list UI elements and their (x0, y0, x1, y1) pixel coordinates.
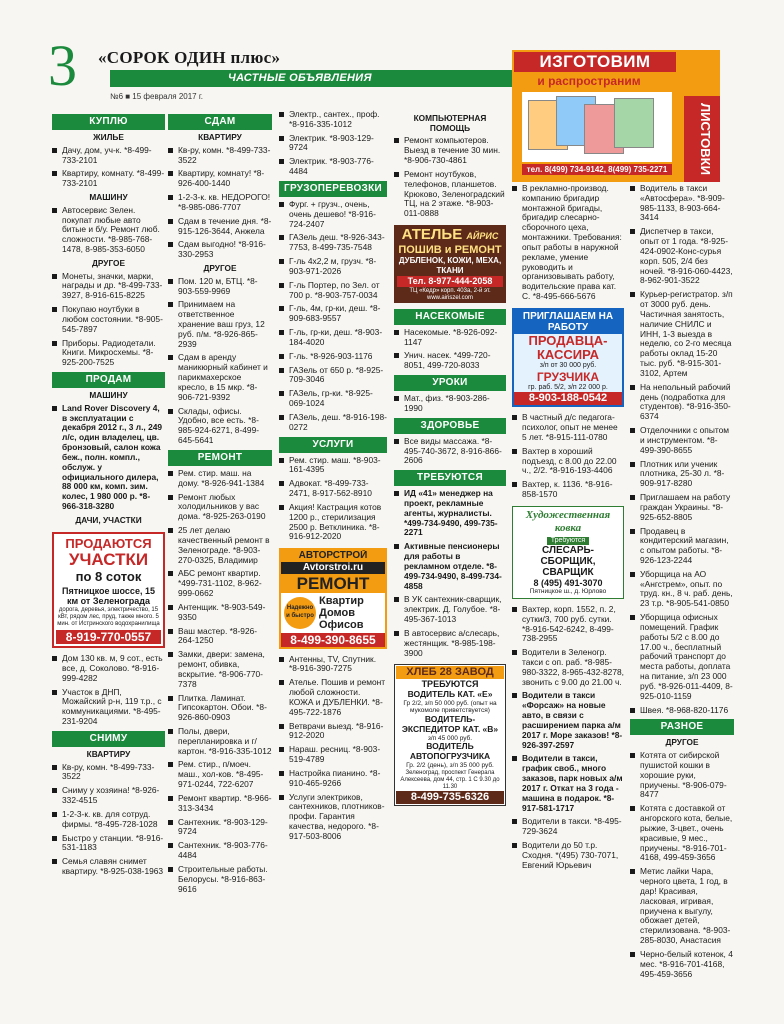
ad-item: Пом. 120 м, БТЦ. *8-903-559-9969 (168, 277, 272, 297)
ad-item: Дачу, дом, уч-к. *8-499-733-2101 (52, 146, 165, 166)
ad-item: Вахтер, корп. 1552, п. 2, сутки/3, 700 руб. сутки. *8-916-542-6242, 8-499-738-2955 (512, 605, 624, 644)
ad-item: Водители в такси. *8-495-729-3624 (512, 817, 624, 837)
forging-hiring: Требуются (547, 537, 589, 545)
ad-item: Антенны, TV, Спутник. *8-916-390-7275 (279, 655, 387, 675)
cashier-invite: ПРИГЛАШАЕМ НА РАБОТУ (514, 310, 622, 334)
bread-job-3: ВОДИТЕЛЬ АВТОПОГРУЗЧИКА (409, 741, 491, 762)
avtorstroi-badge: Надежно и быстро (284, 597, 316, 629)
ad-item: Услуги электриков, сантехников, плотников-профи. Гарантия качества, недорого. *8-917-503-8006 (279, 793, 387, 842)
ad-item: Квартиру, комнату. *8-499-733-2101 (52, 169, 165, 189)
cashier-salary: з/п от 30 000 руб. (539, 361, 597, 369)
ad-item: Сдам в течение дня. *8-915-126-3644, Анжела (168, 217, 272, 237)
ad-item: ГАЗель, гр-ки. *8-925-069-1024 (279, 389, 387, 409)
ad-item: Нараш. ресниц. *8-903-519-4789 (279, 745, 387, 765)
ad-item: Вахтер, к. 1136. *8-916-858-1570 (512, 480, 624, 500)
ad-item: Метис лайки Чара, черного цвета, 1 год, в дар! Красивая, ласковая, игривая, приучена к выгулу, обожает детей, стерилизована. *8-903-285-8030, Анастасия (630, 867, 734, 946)
column-3 (279, 110, 387, 846)
bread-job-1-terms: Гр 2/2, з/п 50 000 руб. (опыт на мукомоле приветствуется) (403, 699, 497, 715)
heading-raznoe: РАЗНОЕ (630, 719, 734, 735)
column-6 (630, 184, 734, 983)
ad-item: Сниму у хозяина! *8-926-332-4515 (52, 786, 165, 806)
leaflets-subtitle: и распространим (537, 74, 641, 88)
ad-item: Ветврачи выезд. *8-916-912-2020 (279, 722, 387, 742)
atelier-address: ТЦ «Кедр» корп. 403а, 2-й эт. www.airiszel.com (409, 287, 491, 301)
ad-item: Рем. стир. маш. *8-903-161-4395 (279, 456, 387, 476)
ad-item: Котята от сибирской пушистой кошки в хорошие руки, приучены. *8-906-079-8477 (630, 751, 734, 800)
ad-item: Ателье. Пошив и ремонт любой сложности. КОЖА и ДУБЛЕНКИ. *8-495-722-1876 (279, 678, 387, 717)
cashier-phone: 8-903-188-0542 (514, 392, 622, 405)
ad-item: Вахтер в хороший подъезд, с 8.00 до 22.00 ч., 2/2. *8-916-193-4406 (512, 447, 624, 476)
bread-job-2-terms: з/п 45 000 руб. (427, 734, 473, 742)
ad-item: Настройка пианино. *8-910-465-9266 (279, 769, 387, 789)
subheading-dachi: ДАЧИ, УЧАСТКИ (75, 514, 142, 525)
column-4 (394, 110, 506, 812)
ad-item: Замки, двери: замена, ремонт, обивка, вскрытие. *8-906-770-7378 (168, 650, 272, 689)
heading-prodam: ПРОДАМ (52, 372, 165, 388)
bread-job-2: ВОДИТЕЛЬ-ЭКСПЕДИТОР КАТ. «В» (401, 713, 499, 734)
atelier-phone: Тел. 8-977-444-2058 (397, 276, 503, 287)
ad-item: Диспетчер в такси, опыт от 1 года. *8-925-424-0902-Конс-сурья корп. 505, 2/4 без ночей. *8-916-060-4423, 8-962-901-3522 (630, 227, 734, 286)
avtorstroi-services: Квартир Домов Офисов (319, 594, 364, 631)
ad-item: Приборы. Радиодетали. Книги. Микросхемы. *8-925-200-7525 (52, 339, 165, 368)
ad-leaflets-banner (512, 50, 720, 182)
ad-item: В УК сантехник-сварщик, электрик. Д. Голубое. *8-495-367-1013 (394, 595, 506, 624)
ad-item: Активные пенсионеры для работы в рекламном отделе. *8-499-734-9490, 8-499-734-4858 (394, 542, 506, 591)
heading-remont: РЕМОНТ (168, 450, 272, 466)
column-1 (52, 110, 165, 881)
plots-details: дорога, деревья, электричество, 15 кВт, рядом лес, пруд, также много. 5 мин. от Истринского водохранилища (57, 606, 160, 627)
ad-item: Водители в Зеленогр. такси с оп. раб. *8-985-980-3322, 8-965-432-8278, звонить с 9.00 до 21.00 ч. (512, 648, 624, 687)
ad-item: Быстро у станции. *8-916-531-1183 (52, 834, 165, 854)
ad-item: Сантехник. *8-903-776-4484 (168, 841, 272, 861)
forging-job-1: СЛЕСАРЬ-СБОРЩИК, (540, 544, 596, 567)
ad-item: Сантехник. *8-903-129-9724 (168, 818, 272, 838)
ad-item: Склады, офисы. Удобно, все есть. *8-985-924-6271, 8-499-645-5641 (168, 407, 272, 446)
heading-snimu: СНИМУ (52, 731, 165, 747)
leaflets-vertical-label: ЛИСТОВКИ (684, 96, 720, 182)
avtorstroi-remont: РЕМОНТ (281, 574, 385, 593)
heading-uslugi: УСЛУГИ (279, 437, 387, 453)
heading-zdorovye: ЗДОРОВЬЕ (394, 418, 506, 434)
ad-item: Сдам выгодно! *8-916-330-2953 (168, 240, 272, 260)
ad-item: Водитель в такси «Автосфера». *8-909-985-1133, 8-903-664-3414 (630, 184, 734, 223)
atelier-materials: ДУБЛЕНОК, КОЖИ, МЕХА, ТКАНИ (398, 256, 502, 275)
ad-item: Покупаю ноутбуки в любом состоянии. *8-905-545-7897 (52, 305, 165, 334)
ad-item: Квартиру, комнату! *8-926-400-1440 (168, 169, 272, 189)
ad-item: Электр., сантех., проф. *8-916-335-1012 (279, 110, 387, 130)
paper-title: «СОРОК ОДИН плюс» (98, 48, 281, 67)
subheading-kvartiru: КВАРТИРУ (86, 748, 131, 759)
ad-item: Рем. стир., п/моеч. маш., хол-ков. *8-495-971-0244, 722-6207 (168, 760, 272, 789)
heading-sdam: СДАМ (168, 114, 272, 130)
ad-item: Принимаем на ответственное хранение ваш груз, 12 руб. п/м. *8-926-865-2939 (168, 300, 272, 349)
ad-item: ИД «41» менеджер на проект, рекламные агенты, журналисты. *499-734-9490, 499-735-2271 (394, 489, 506, 538)
ad-item: В рекламно-производ. компанию бригадир монтажной бригады, бригадир слесарно-сборочного цеха, монтажники. Требования: опыт работы в наружной рекламе, умение руководить и организовывать работу, водительские права кат. С. *8-495-666-5676 (512, 184, 624, 302)
ad-item: Г-ль, 4м, гр-ки, деш. *8-909-683-9557 (279, 304, 387, 324)
heading-nasekomye: НАСЕКОМЫЕ (394, 309, 506, 325)
ad-item: Ремонт ноутбуков, телефонов, планшетов. Крюково, Зеленоградский ТЦ, на 2 этаже. *8-903-011-0888 (394, 170, 506, 219)
ad-item: Антенщик. *8-903-549-9350 (168, 603, 272, 623)
ad-item: 1-2-3-к. кв. для сотруд. фирмы. *8-495-728-1028 (52, 810, 165, 830)
heading-kuplyu: КУПЛЮ (52, 114, 165, 130)
column-5 (512, 184, 624, 875)
ad-item: В частный д/с педагога-психолог, опыт не менее 5 лет. *8-915-111-0780 (512, 413, 624, 442)
subheading-drugoe: ДРУГОЕ (91, 257, 126, 268)
ad-item: Уборщица на АО «Ангстрем», опыт. по труд. кн., 8 ч. раб. день, 23 т.р. *8-905-541-0850 (630, 570, 734, 609)
ad-item: Г-ль, гр-ки, деш. *8-903-184-4020 (279, 328, 387, 348)
ad-item: Кв-ру, комн. *8-499-733-3522 (52, 763, 165, 783)
plots-phone: 8-919-770-0557 (56, 630, 161, 644)
ad-item: Ремонт любых холодильников у вас дома. *8-925-263-0190 (168, 493, 272, 522)
ad-item: Насекомые. *8-926-092-1147 (394, 328, 506, 348)
bread-job-3-terms: Гр. 2/2 (день), з/п 35 000 руб. (406, 762, 494, 770)
avtorstroi-brand: АВТОРСТРОЙ (281, 550, 385, 562)
ad-item: Ремонт квартир. *8-966-313-3434 (168, 794, 272, 814)
ad-item: Приглашаем на работу граждан Украины. *8-925-652-8805 (630, 493, 734, 522)
ad-item: Г-ль Портер, по Зел. от 700 р. *8-903-757-0034 (279, 281, 387, 301)
heading-trebuyutsya: ТРЕБУЮТСЯ (394, 470, 506, 486)
ad-item: Котята с доставкой от ангорского кота, белые, рыжие, 3-цвет., очень красивые, 9 мес., приучены. *8-916-701-4168, 499-459-3656 (630, 804, 734, 863)
avtorstroi-phone: 8-499-390-8655 (281, 633, 385, 647)
ad-item: Монеты, значки, марки, награды и др. *8-499-733-3927, 8-916-615-8225 (52, 272, 165, 301)
ad-item: Унич. насек. *499-720-8051, 499-720-8033 (394, 351, 506, 371)
subheading-zhilye: ЖИЛЬЕ (93, 132, 124, 142)
column-2 (168, 110, 272, 898)
ad-item: Г-ль. *8-926-903-1176 (279, 352, 387, 362)
ad-item: Сдам в аренду маникюрный кабинет и парикмахерское кресло, в 15 мкр. *8-906-721-9392 (168, 353, 272, 402)
ad-item: Водители в такси, график своб., много заказов, парк новых а/м 2017 г. Откат на 3 года - машина в подарок. *8-917-581-1717 (512, 754, 624, 813)
section-banner: ЧАСТНЫЕ ОБЪЯВЛЕНИЯ (110, 70, 572, 87)
ad-item: Продавец в кондитерский магазин, с опытом работы. *8-926-123-2244 (630, 527, 734, 566)
bread-phone: 8-499-735-6326 (396, 791, 504, 804)
plots-title: ПРОДАЮТСЯ (65, 535, 152, 551)
ad-avtorstroi (279, 548, 387, 648)
heading-uroki: УРОКИ (394, 375, 506, 391)
ad-item: Участок в ДНП, Можайский р-н, 119 т.р., с коммуникациями. *8-495-231-9204 (52, 688, 165, 727)
subheading-mashinu: МАШИНУ (89, 192, 128, 203)
ad-item: Электрик. *8-903-129-9724 (279, 134, 387, 154)
ad-item: Полы, двери, перепланировка и г/картон. *8-916-335-1012 (168, 727, 272, 756)
ad-item: Черно-белый котенок, 4 мес. *8-916-701-4168, 495-459-3656 (630, 950, 734, 979)
ad-item: Мат., физ. *8-903-286-1990 (394, 394, 506, 414)
ad-forging (512, 506, 624, 599)
ad-item: Уборщица офисных помещений. График работы 5/2 с 8.00 до 17.00 ч., бесплатный рабочий транспорт до места работы, доплата на питание, з/п 23 000 руб. *8-926-011-4409, 8-925-010-1159 (630, 613, 734, 701)
ad-item: На непольный рабочий день (подработка для студентов). *8-916-350-6374 (630, 383, 734, 422)
ad-item: Ремонт компьютеров. Выезд в течение 30 мин. *8-906-730-4861 (394, 136, 506, 165)
ad-item: Курьер-регистратор. з/п от 3000 руб. день. Частичная занятость, наличие СНИЛС и ИНН, 1-3 выезда в неделю, со 2-го месяца работы оклад 15-20 тыс. руб. *8-915-301-3102, Артем (630, 290, 734, 378)
ad-item: Плотник или ученик плотника, 25-30 л. *8-909-917-8280 (630, 460, 734, 489)
atelier-brand: АЙРИС (466, 231, 499, 242)
bread-job-1: ВОДИТЕЛЬ КАТ. «Е» (407, 688, 493, 699)
subheading-mashinu: МАШИНУ (89, 390, 128, 401)
ad-item: Рем. стир. маш. на дому. *8-926-941-1384 (168, 469, 272, 489)
ad-item: ГАЗель деш. *8-926-343-7753, 8-499-735-7548 (279, 233, 387, 253)
ad-item: Электрик. *8-903-776-4484 (279, 157, 387, 177)
leaflets-sample-image (522, 92, 672, 162)
bread-address: Зеленоград, проспект Генерала Алексеева, дом 44, стр. 1 С 9.30 до 11.30 (400, 769, 500, 790)
ad-item: Адвокат. *8-499-733-2471, 8-917-562-8910 (279, 479, 387, 499)
ad-item: Кв-ру, комн. *8-499-733-3522 (168, 146, 272, 166)
ad-item: ГАЗель от 650 р. *8-925-709-3046 (279, 366, 387, 386)
ad-item: 1-2-3-к. кв. НЕДОРОГО! *8-985-086-7707 (168, 193, 272, 213)
forging-phone: 8 (495) 491-3070 (533, 577, 603, 588)
ad-item: В автосервис а/слесарь, жестянщик. *8-985-198-3900 (394, 629, 506, 658)
ad-item: Land Rover Discovery 4, в эксплуатации с декабря 2012 г., 3 л., 249 л/с, один владелец, цв. бронзовый, салон кожа беж., полн. компл., обслуж. у официального дилера, 88 000 км, комп. зим. колес, 1 980 000 р. *8-966-318-3280 (52, 404, 165, 512)
heading-gruzoperevozki: ГРУЗОПЕРЕВОЗКИ (279, 181, 387, 197)
heading-comp-help: КОМПЬЮТЕРНАЯ ПОМОЩЬ (413, 113, 487, 133)
ad-bread-factory (394, 664, 506, 805)
subheading-kvartiru: КВАРТИРУ (198, 132, 242, 142)
ad-item: Г-ль 4х2,2 м, грузч. *8-903-971-2026 (279, 257, 387, 277)
plots-size: по 8 соток (75, 568, 142, 584)
ad-item: 25 лет делаю качественный ремонт в Зеленограде. *8-903-270-0325, Владимир (168, 526, 272, 565)
subheading-drugoe: ДРУГОЕ (665, 737, 699, 748)
atelier-title: АТЕЛЬЕ (401, 226, 463, 244)
cashier-position: ПРОДАВЦА-КАССИРА (528, 332, 608, 362)
ad-item: Водители до 50 т.р. Сходня. *(495) 730-7071, Евгений Юрьевич (512, 841, 624, 870)
ad-item: Автосервис Зелен. покупат любые авто битые и б/у. Ремонт люб. сложности. *8-985-768-1478, 8-985-353-6050 (52, 206, 165, 255)
bread-factory-logo: ХЛЕБ 28 ЗАВОД (396, 666, 504, 679)
ad-item: Семья славян снимет квартиру. *8-925-038-1963 (52, 857, 165, 877)
plots-subtitle: УЧАСТКИ (68, 549, 149, 569)
ad-item: Отделочники с опытом и инструментом. *8-499-390-8655 (630, 426, 734, 455)
ad-item: Дом 130 кв. м, 9 сот., есть все, д. Соколово. *8-916-999-4282 (52, 654, 165, 683)
avtorstroi-site: Avtorstroi.ru (302, 561, 364, 573)
forging-job-2: СВАРЩИК (542, 566, 594, 578)
loader-terms: гр. раб. 5/2, з/п 22 000 р. (528, 384, 608, 392)
forging-address: Пятницкое ш., д. Юрлово (529, 588, 607, 596)
ad-item: Все виды массажа. *8-495-740-3672, 8-916-866-2606 (394, 437, 506, 466)
plots-location: Пятницкое шоссе, 15 км от Зеленограда (62, 585, 155, 607)
leaflets-phones: тел. 8(499) 734-9142, 8(499) 735-2271 (522, 164, 672, 175)
ad-item: Акция! Кастрация котов 1200 р., стерилизация 2500 р. Ветклиника. *8-916-912-2020 (279, 503, 387, 542)
atelier-service: ПОШИВ и РЕМОНТ (398, 243, 502, 256)
ad-item: АБС ремонт квартир. *499-731-1102, 8-962-999-0662 (168, 569, 272, 598)
ad-plots-banner (52, 532, 165, 649)
page-number: 3 (48, 33, 77, 98)
ad-item: Ваш мастер. *8-926-264-1250 (168, 627, 272, 647)
forging-brand: Художественная ковка (525, 508, 611, 534)
ad-item: Фург. + грузч., очень, очень дешево! *8-916-724-2407 (279, 200, 387, 229)
leaflets-title: ИЗГОТОВИМ (514, 52, 676, 72)
ad-item: Водители в такси «Форсаж» на новые авто, в связи с расширением парка а/м 2017 г. Море заказов! *8-926-397-2597 (512, 691, 624, 750)
loader-position: ГРУЗЧИКА (536, 370, 600, 385)
ad-atelier (394, 225, 506, 303)
ad-item: ГАЗель, деш. *8-916-198-0272 (279, 413, 387, 433)
ad-item: Плитка. Ламинат. Гипсокартон. Обои. *8-926-860-0903 (168, 694, 272, 723)
ad-cashier-job (512, 308, 624, 407)
issue-date: №6 ■ 15 февраля 2017 г. (110, 92, 204, 101)
ad-item: Швея. *8-968-820-1176 (630, 706, 734, 716)
bread-factory-hiring: ТРЕБУЮТСЯ (421, 679, 479, 690)
subheading-drugoe: ДРУГОЕ (203, 262, 237, 273)
ad-item: Строительные работы. Белорусы. *8-916-863-9616 (168, 865, 272, 894)
